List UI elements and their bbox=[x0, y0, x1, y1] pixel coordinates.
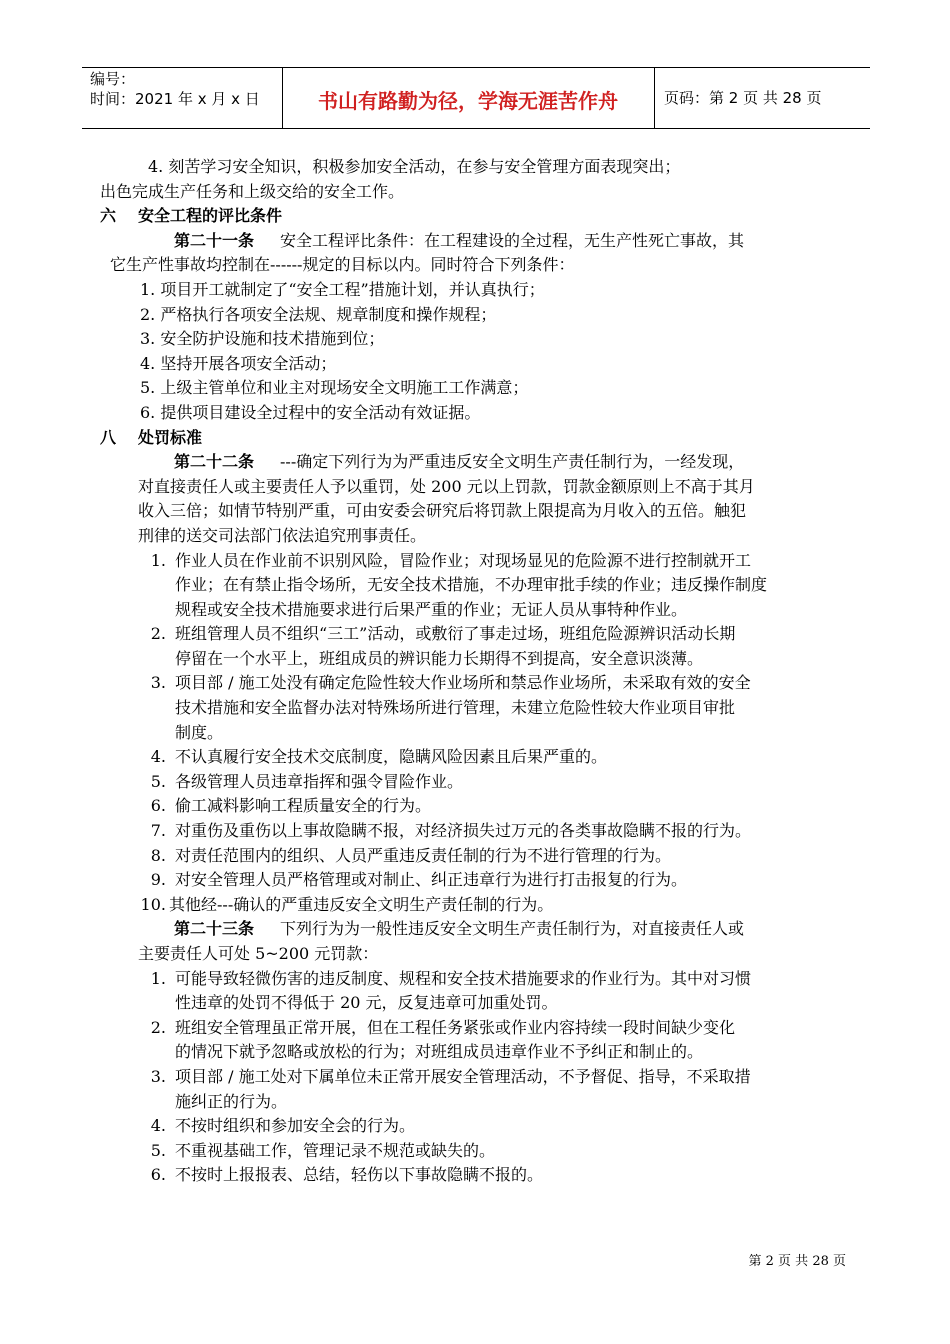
header-meta bbox=[90, 69, 260, 109]
list-item: 3. 安全防护设施和技术措施到位； bbox=[140, 329, 385, 349]
item-number: 2. bbox=[150, 1017, 166, 1037]
list-item bbox=[100, 1065, 860, 1090]
list-item bbox=[100, 893, 860, 918]
item-number: 3. bbox=[150, 1066, 166, 1086]
item-number: 3. bbox=[150, 673, 166, 693]
article-label: 第二十一条 bbox=[174, 230, 255, 250]
item-text: 作业人员在作业前不识别风险，冒险作业；对现场显见的危险源不进行控制就开工 bbox=[175, 550, 752, 570]
item-text: 可能导致轻微伤害的违反制度、规程和安全技术措施要求的作业行为。其中对习惯 bbox=[175, 968, 752, 988]
item-number: 5. bbox=[150, 771, 166, 791]
code-label: 编号： bbox=[90, 70, 136, 88]
page-footer: 第 2 页 共 28 页 bbox=[748, 1254, 846, 1269]
list-item-continuation: 性违章的处罚不得低于 20 元，反复违章可加重处罚。 bbox=[175, 993, 558, 1013]
item-number: 1. bbox=[150, 968, 166, 988]
list-item-continuation: 技术措施和安全监督办法对特殊场所进行管理，未建立危险性较大作业项目审批 bbox=[175, 698, 736, 718]
item-number: 6. bbox=[150, 796, 166, 816]
article-label: 第二十二条 bbox=[174, 452, 255, 472]
section-number: 六 bbox=[100, 206, 117, 226]
paragraph-line: 收入三倍；如情节特别严重，可由安委会研究后将罚款上限提高为月收入的五倍。触犯 bbox=[138, 501, 747, 521]
article-text: 下列行为为一般性违反安全文明生产责任制行为，对直接责任人或 bbox=[280, 919, 745, 939]
header-top-rule bbox=[82, 67, 870, 68]
item-text: 不认真履行安全技术交底制度，隐瞒风险因素且后果严重的。 bbox=[175, 747, 608, 767]
paragraph-line: 刑律的送交司法部门依法追究刑事责任。 bbox=[138, 525, 427, 545]
item-number: 6. bbox=[150, 1165, 166, 1185]
article-text: ---确定下列行为为严重违反安全文明生产责任制行为，一经发现， bbox=[280, 452, 745, 472]
item-number: 4. bbox=[150, 1116, 166, 1136]
list-item: 5. 上级主管单位和业主对现场安全文明施工工作满意； bbox=[140, 378, 529, 398]
item-text: 对安全管理人员严格管理或对制止、纠正违章行为进行打击报复的行为。 bbox=[175, 870, 688, 890]
section-title: 安全工程的评比条件 bbox=[138, 206, 283, 226]
list-item bbox=[100, 844, 860, 869]
list-item bbox=[100, 967, 860, 992]
item-number: 8. bbox=[150, 845, 166, 865]
list-item bbox=[100, 1114, 860, 1139]
list-item-continuation: 规程或安全技术措施要求进行后果严重的作业；无证人员从事特种作业。 bbox=[175, 599, 688, 619]
article-label: 第二十三条 bbox=[174, 919, 255, 939]
item-text: 班组管理人员不组织“三工”活动，或敷衍了事走过场，班组危险源辨识活动长期 bbox=[175, 624, 736, 644]
item-text: 对责任范围内的组织、人员严重违反责任制的行为不进行管理的行为。 bbox=[175, 845, 672, 865]
item-text: 班组安全管理虽正常开展，但在工程任务紧张或作业内容持续一段时间缺少变化 bbox=[175, 1017, 736, 1037]
article-line bbox=[100, 917, 860, 942]
list-item bbox=[100, 794, 860, 819]
paragraph-line: 出色完成生产任务和上级交给的安全工作。 bbox=[100, 181, 405, 201]
section-title: 处罚标准 bbox=[138, 427, 203, 447]
article-line bbox=[100, 450, 860, 475]
item-text: 项目部 / 施工处对下属单位未正常开展安全管理活动，不予督促、指导，不采取措 bbox=[175, 1066, 751, 1086]
item-text: 其他经---确认的严重违反安全文明生产责任制的行为。 bbox=[169, 894, 554, 914]
list-item bbox=[100, 671, 860, 696]
list-item bbox=[100, 868, 860, 893]
date-line: 时间：2021 年 x 月 x 日 bbox=[90, 90, 260, 108]
paragraph-line: 4. 刻苦学习安全知识，积极参加安全活动，在参与安全管理方面表现突出； bbox=[148, 157, 681, 176]
list-item-continuation: 施纠正的行为。 bbox=[175, 1091, 288, 1111]
list-item: 6. 提供项目建设全过程中的安全活动有效证据。 bbox=[140, 402, 481, 422]
list-item bbox=[100, 1139, 860, 1164]
header-bottom-rule bbox=[82, 128, 870, 129]
list-item: 2. 严格执行各项安全法规、规章制度和操作规程； bbox=[140, 304, 497, 324]
list-item bbox=[100, 1016, 860, 1041]
list-item: 1. 项目开工就制定了“安全工程”措施计划，并认真执行； bbox=[140, 279, 545, 299]
list-item bbox=[100, 745, 860, 770]
section-heading bbox=[100, 426, 860, 451]
item-number: 5. bbox=[150, 1140, 166, 1160]
item-number: 2. bbox=[150, 624, 166, 644]
list-item-continuation: 作业；在有禁止指令场所，无安全技术措施，不办理审批手续的作业；违反操作制度 bbox=[175, 575, 768, 595]
item-text: 各级管理人员违章指挥和强令冒险作业。 bbox=[175, 771, 464, 791]
item-text: 偷工减料影响工程质量安全的行为。 bbox=[175, 796, 432, 816]
section-number: 八 bbox=[100, 427, 117, 447]
paragraph-line: 对直接责任人或主要责任人予以重罚，处 200 元以上罚款，罚款金额原则上不高于其月 bbox=[138, 476, 755, 496]
document-body bbox=[100, 155, 860, 1188]
item-number: 4. bbox=[150, 747, 166, 767]
paragraph-line: 主要责任人可处 5~200 元罚款： bbox=[138, 944, 379, 963]
list-item-continuation: 的情况下就予忽略或放松的行为；对班组成员违章作业不予纠正和制止的。 bbox=[175, 1042, 704, 1062]
paragraph-line: 它生产性事故均控制在------规定的目标以内。同时符合下列条件： bbox=[110, 255, 575, 275]
list-item bbox=[100, 770, 860, 795]
item-text: 不按时上报报表、总结，轻伤以下事故隐瞒不报的。 bbox=[175, 1165, 544, 1185]
article-line bbox=[100, 229, 860, 254]
page-header bbox=[82, 67, 870, 129]
list-item: 4. 坚持开展各项安全活动； bbox=[140, 353, 337, 373]
article-text: 安全工程评比条件：在工程建设的全过程，无生产性死亡事故，其 bbox=[280, 230, 745, 250]
item-text: 对重伤及重伤以上事故隐瞒不报，对经济损失过万元的各类事故隐瞒不报的行为。 bbox=[175, 821, 752, 841]
item-number: 7. bbox=[150, 821, 166, 841]
list-item bbox=[100, 622, 860, 647]
list-item bbox=[100, 819, 860, 844]
item-text: 不重视基础工作，管理记录不规范或缺失的。 bbox=[175, 1140, 496, 1160]
list-item bbox=[100, 1163, 860, 1188]
header-motto: 书山有路勤为径，学海无涯苦作舟 bbox=[318, 89, 618, 113]
header-divider bbox=[654, 67, 655, 129]
item-number: 10. bbox=[140, 894, 166, 914]
item-number: 1. bbox=[150, 550, 166, 570]
list-item bbox=[100, 549, 860, 574]
list-item-continuation: 制度。 bbox=[175, 722, 224, 742]
list-item-continuation: 停留在一个水平上，班组成员的辨识能力长期得不到提高，安全意识淡薄。 bbox=[175, 648, 704, 668]
section-heading bbox=[100, 204, 860, 229]
item-text: 项目部 / 施工处没有确定危险性较大作业场所和禁忌作业场所，未采取有效的安全 bbox=[175, 673, 751, 693]
item-number: 9. bbox=[150, 870, 166, 890]
item-text: 不按时组织和参加安全会的行为。 bbox=[175, 1116, 416, 1136]
header-page-info: 页码：第 2 页 共 28 页 bbox=[664, 89, 822, 107]
